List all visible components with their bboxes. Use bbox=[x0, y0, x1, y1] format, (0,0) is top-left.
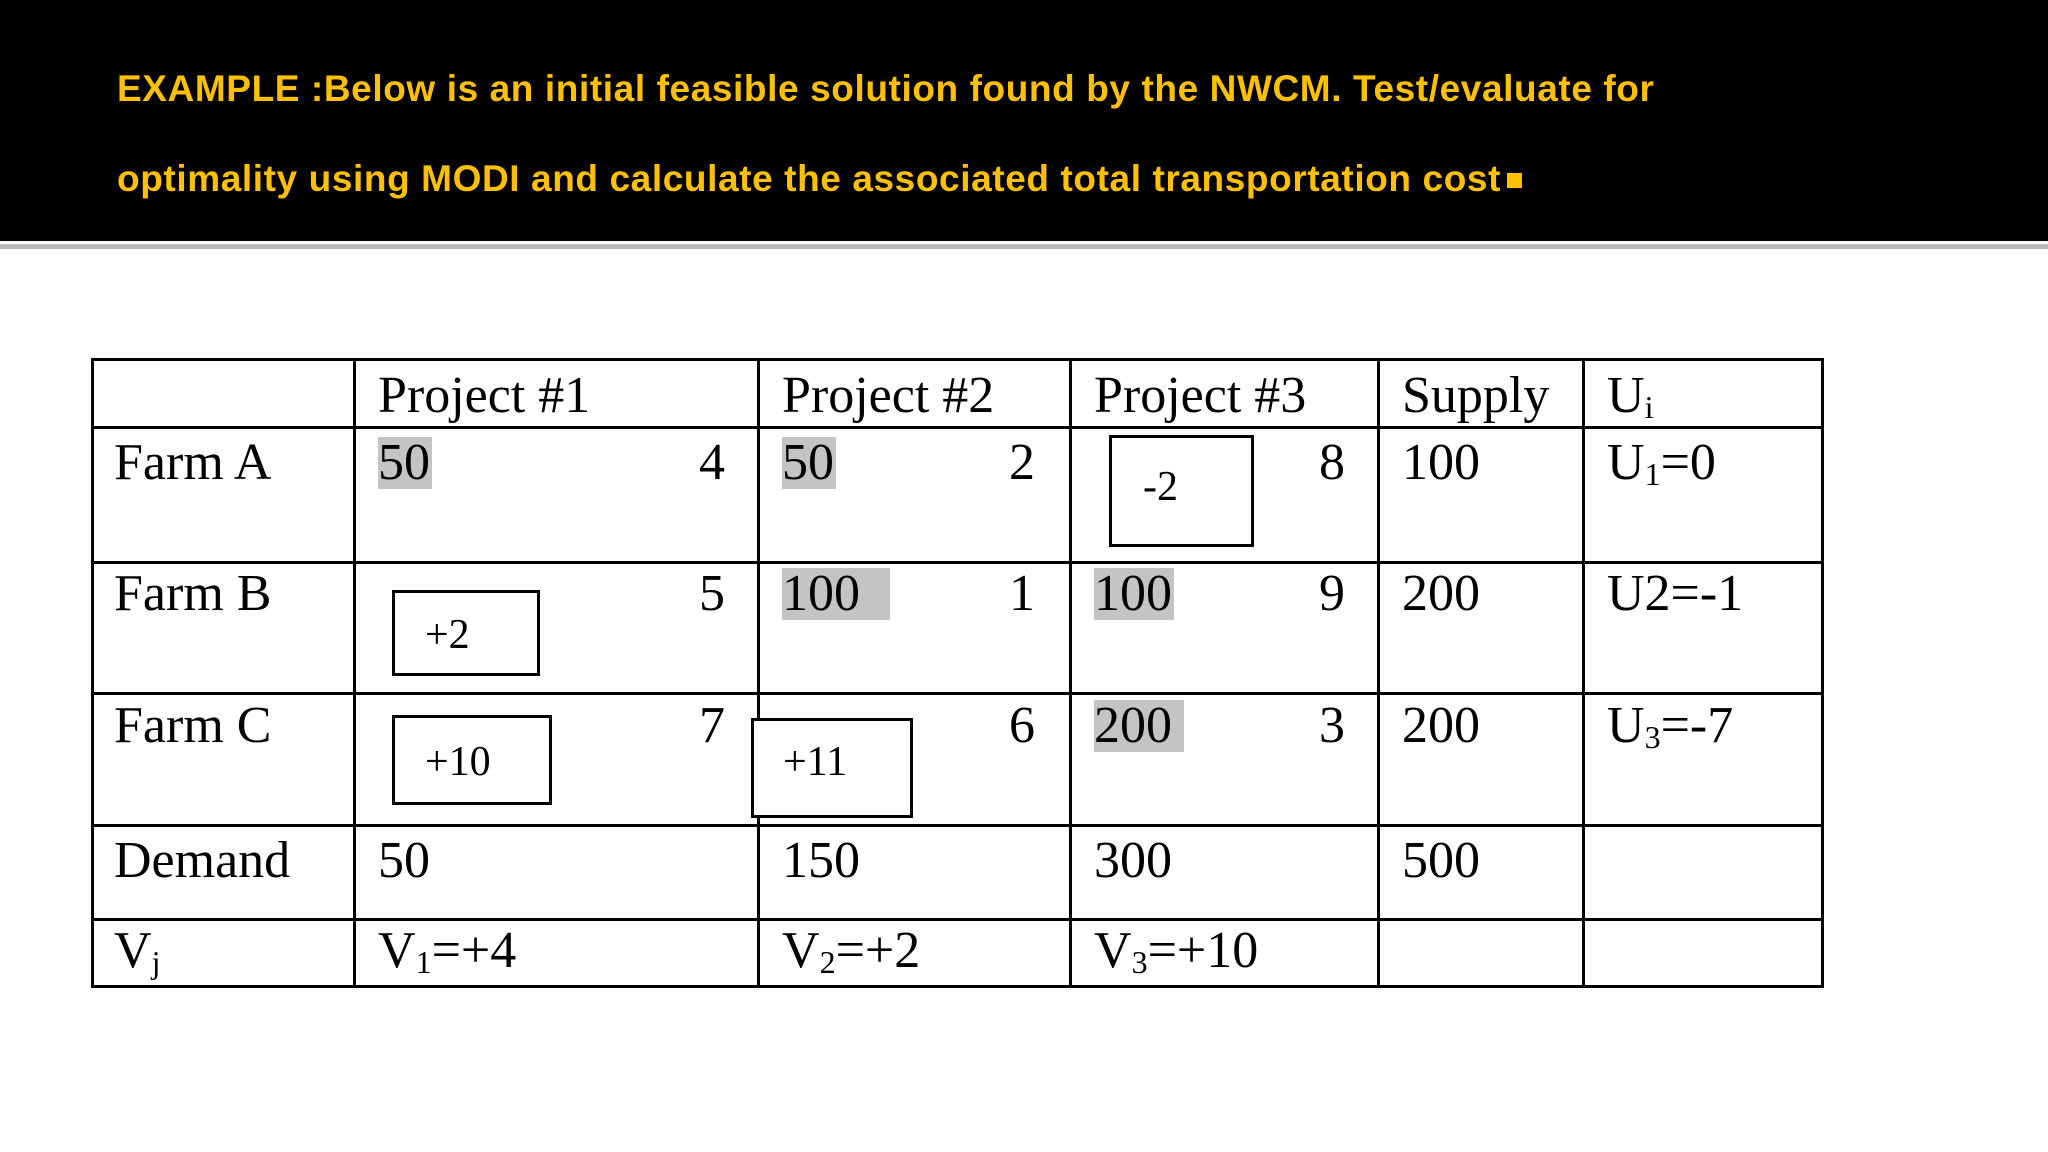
evaluation-a3: -2 bbox=[1143, 464, 1178, 510]
supply-b: 200 bbox=[1402, 565, 1480, 622]
u-value-c: $U_3=-7$ bbox=[1607, 697, 1734, 755]
col-header-project-2: Project #2 bbox=[782, 367, 995, 424]
cost-a1: 4 bbox=[699, 434, 725, 491]
col-header-u: $U_i$ bbox=[1607, 367, 1654, 425]
evaluation-box-a3 bbox=[1109, 435, 1254, 547]
table-rule bbox=[1582, 358, 1585, 988]
col-header-supply: Supply bbox=[1402, 367, 1550, 424]
allocation-b3: 100 bbox=[1094, 565, 1172, 622]
table-rule bbox=[91, 824, 1824, 827]
table-rule bbox=[91, 918, 1824, 921]
table-rule bbox=[1377, 358, 1380, 988]
table-rule bbox=[91, 426, 1824, 429]
supply-a: 100 bbox=[1402, 434, 1480, 491]
cost-a3: 8 bbox=[1319, 434, 1345, 491]
cost-c2: 6 bbox=[1009, 697, 1035, 754]
table-rule bbox=[1069, 358, 1072, 988]
table-border-top bbox=[91, 358, 1824, 361]
cost-b2: 1 bbox=[1009, 565, 1035, 622]
cost-c3: 3 bbox=[1319, 697, 1345, 754]
row-label-farm-c: Farm C bbox=[114, 697, 272, 754]
demand-total: 500 bbox=[1402, 832, 1480, 889]
allocation-a1: 50 bbox=[378, 434, 430, 491]
supply-c: 200 bbox=[1402, 697, 1480, 754]
demand-project-1: 50 bbox=[378, 832, 430, 889]
cost-b1: 5 bbox=[699, 565, 725, 622]
demand-project-3: 300 bbox=[1094, 832, 1172, 889]
v-value-2: $V_2=+2$ bbox=[782, 922, 921, 980]
row-label-farm-a: Farm A bbox=[114, 434, 272, 491]
cost-a2: 2 bbox=[1009, 434, 1035, 491]
v-value-3: $V_3=+10$ bbox=[1094, 922, 1259, 980]
row-label-v: $V_j$ bbox=[114, 922, 161, 980]
col-header-project-3: Project #3 bbox=[1094, 367, 1307, 424]
demand-project-2: 150 bbox=[782, 832, 860, 889]
row-label-farm-b: Farm B bbox=[114, 565, 272, 622]
table-border-bottom bbox=[91, 985, 1824, 988]
u-value-b: U2=-1 bbox=[1607, 565, 1744, 622]
v-value-1: $V_1=+4$ bbox=[378, 922, 517, 980]
title-line-2-text: optimality using MODI and calculate the associated total transportation cost bbox=[117, 158, 1501, 199]
u-value-a: $U_1=0$ bbox=[1607, 434, 1716, 492]
table-rule bbox=[353, 358, 356, 988]
table-border-right bbox=[1821, 358, 1824, 988]
title-line-1: EXAMPLE :Below is an initial feasible solution found by the NWCM. Test/evaluate for bbox=[117, 68, 1655, 109]
table-rule bbox=[757, 358, 760, 988]
col-header-project-1: Project #1 bbox=[378, 367, 591, 424]
cost-b3: 9 bbox=[1319, 565, 1345, 622]
row-label-demand: Demand bbox=[114, 832, 291, 889]
evaluation-c2: +11 bbox=[783, 739, 848, 785]
evaluation-c1: +10 bbox=[425, 739, 491, 785]
table-border-left bbox=[91, 358, 94, 988]
evaluation-b1: +2 bbox=[425, 612, 470, 658]
allocation-c3: 200 bbox=[1094, 700, 1184, 752]
table-rule bbox=[91, 561, 1824, 564]
table-rule bbox=[91, 692, 1824, 695]
allocation-b2: 100 bbox=[782, 568, 890, 620]
allocation-a2: 50 bbox=[782, 434, 834, 491]
cost-c1: 7 bbox=[699, 697, 725, 754]
